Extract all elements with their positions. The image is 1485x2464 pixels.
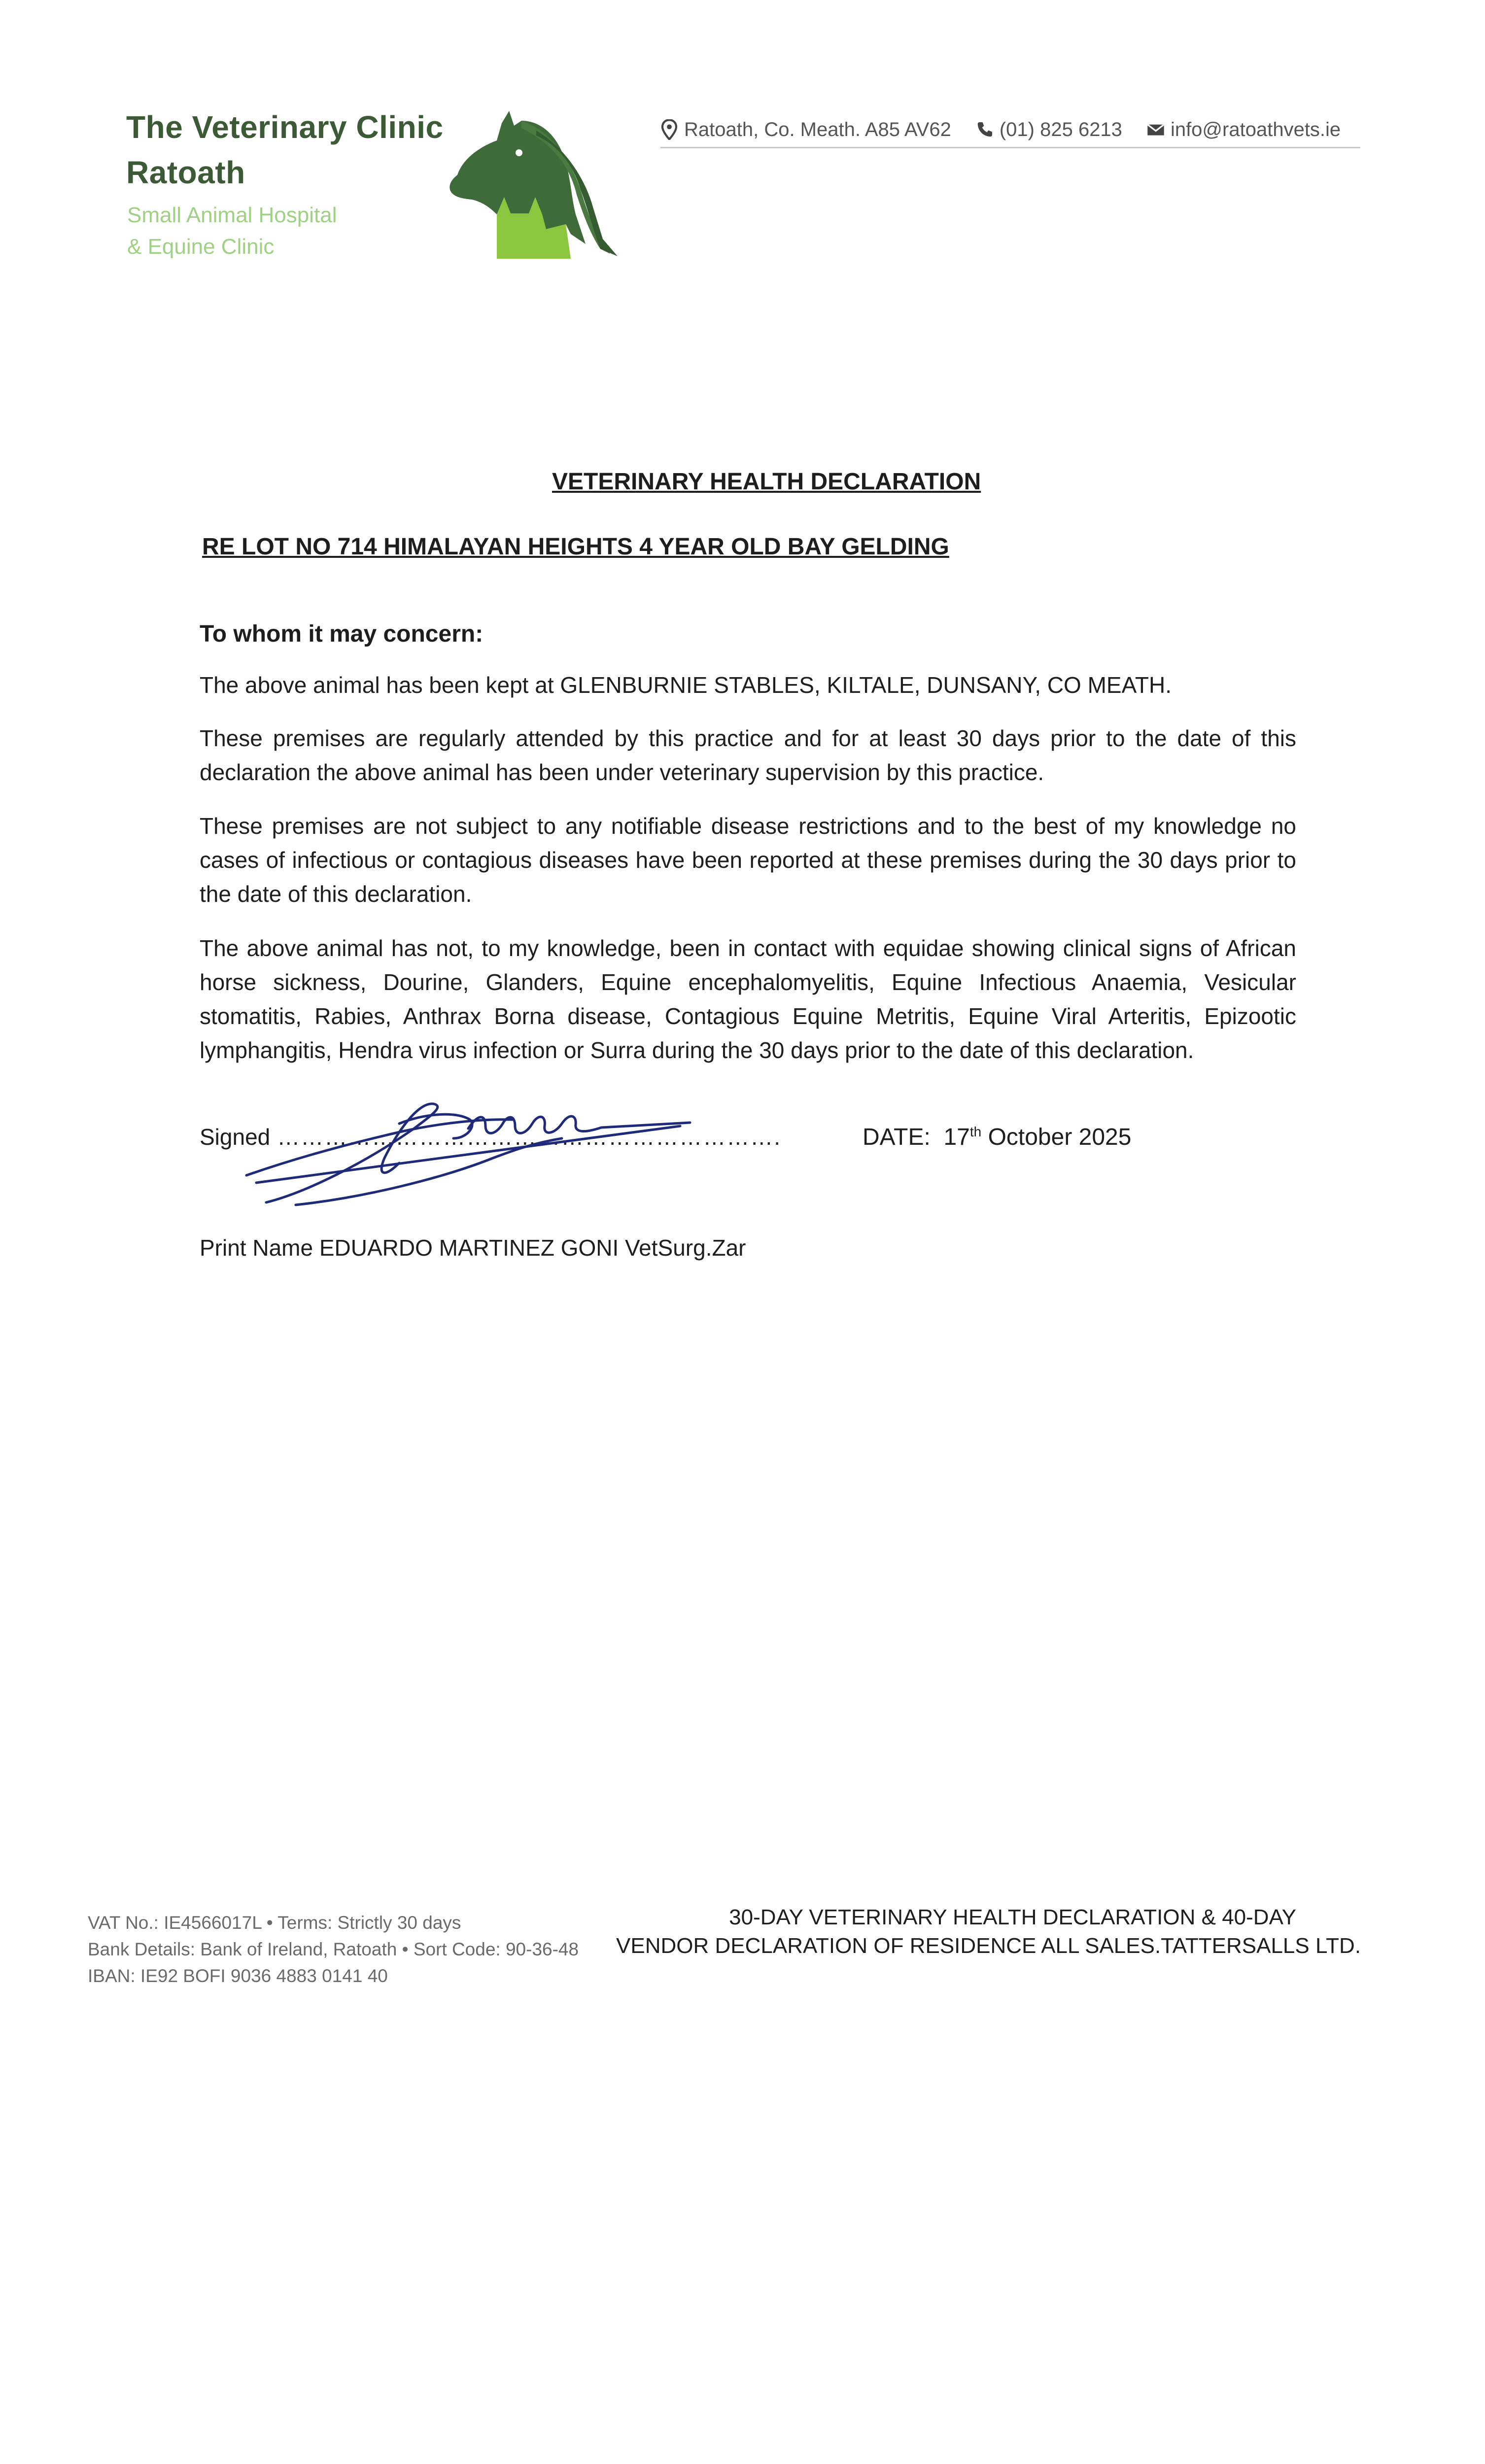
signed-label: Signed [200,1124,271,1150]
footer-iban: IBAN: IE92 BOFI 9036 4883 0141 40 [88,1966,388,1986]
signature-dots: ………………………………………………………. [277,1124,782,1150]
declaration-date [863,1124,1131,1151]
date-suffix: th [969,1124,982,1139]
footer-vat: VAT No.: IE4566017L • Terms: Strictly 30 days [88,1913,461,1933]
clinic-subtitle-line2: & Equine Clinic [127,235,275,259]
paragraph-contact: The above animal has not, to my knowledge, been in contact with equidae showing clinical signs of African horse sickness, Dourine, Glanders, Equine encephalomyelitis, Equine Infectious Anaemia, Vesicular stomatitis, Rabies, Anthrax Borna disease, Contagious Equine Metritis, Equine Viral Arteritis, Epizootic lymphangitis, Hendra virus infection or Surra during the 30 days prior to the date of this declaration. [200,935,1296,1063]
clinic-subtitle [127,200,337,263]
contact-divider [660,147,1360,148]
footer-overlay-note [616,1903,1361,1960]
contact-phone [976,119,1122,141]
date-month-year: October 2025 [988,1124,1132,1150]
clinic-name [126,104,444,195]
date-label: DATE: [863,1124,931,1150]
phone-text[interactable]: (01) 825 6213 [999,118,1122,140]
overlay-line2: VENDOR DECLARATION OF RESIDENCE ALL SALES.TATTERSALLS LTD. [616,1934,1361,1958]
paragraph-attended: These premises are regularly attended by this practice and for at least 30 days prior to the date of this declaration the above animal has been under veterinary supervision by this practice. [200,725,1296,785]
date-day: 17 [943,1124,970,1150]
email-link[interactable]: info@ratoathvets.ie [1170,118,1341,140]
horse-logo-icon [423,101,630,259]
footer-bank-details [88,1910,579,1989]
contact-bar [660,112,1355,147]
salutation: To whom it may concern: [200,621,483,647]
phone-icon [976,119,994,140]
clinic-name-line2: Ratoath [126,155,245,190]
map-pin-icon [660,119,678,140]
lot-reference: RE LOT NO 714 HIMALAYAN HEIGHTS 4 YEAR OLD BAY GELDING [202,534,949,560]
envelope-icon [1147,119,1165,140]
print-name: Print Name EDUARDO MARTINEZ GONI VetSurg.Zar [200,1235,746,1261]
document-title: VETERINARY HEALTH DECLARATION [552,469,981,495]
paragraph-restrictions: These premises are not subject to any notifiable disease restrictions and to the best of my knowledge no cases of infectious or contagious diseases have been reported at these premises during the 30 days prior to the date of this declaration. [200,813,1296,907]
handwritten-signature [237,1084,710,1212]
clinic-name-line1: The Veterinary Clinic [126,109,444,145]
overlay-line1: 30-DAY VETERINARY HEALTH DECLARATION & 40-DAY [729,1905,1296,1929]
contact-email [1147,119,1341,141]
address-text: Ratoath, Co. Meath. A85 AV62 [684,118,951,140]
paragraph-kept: The above animal has been kept at GLENBURNIE STABLES, KILTALE, DUNSANY, CO MEATH. [200,672,1172,698]
contact-address [660,119,951,141]
footer-bank: Bank Details: Bank of Ireland, Ratoath • Sort Code: 90-36-48 [88,1939,579,1959]
clinic-subtitle-line1: Small Animal Hospital [127,203,337,227]
